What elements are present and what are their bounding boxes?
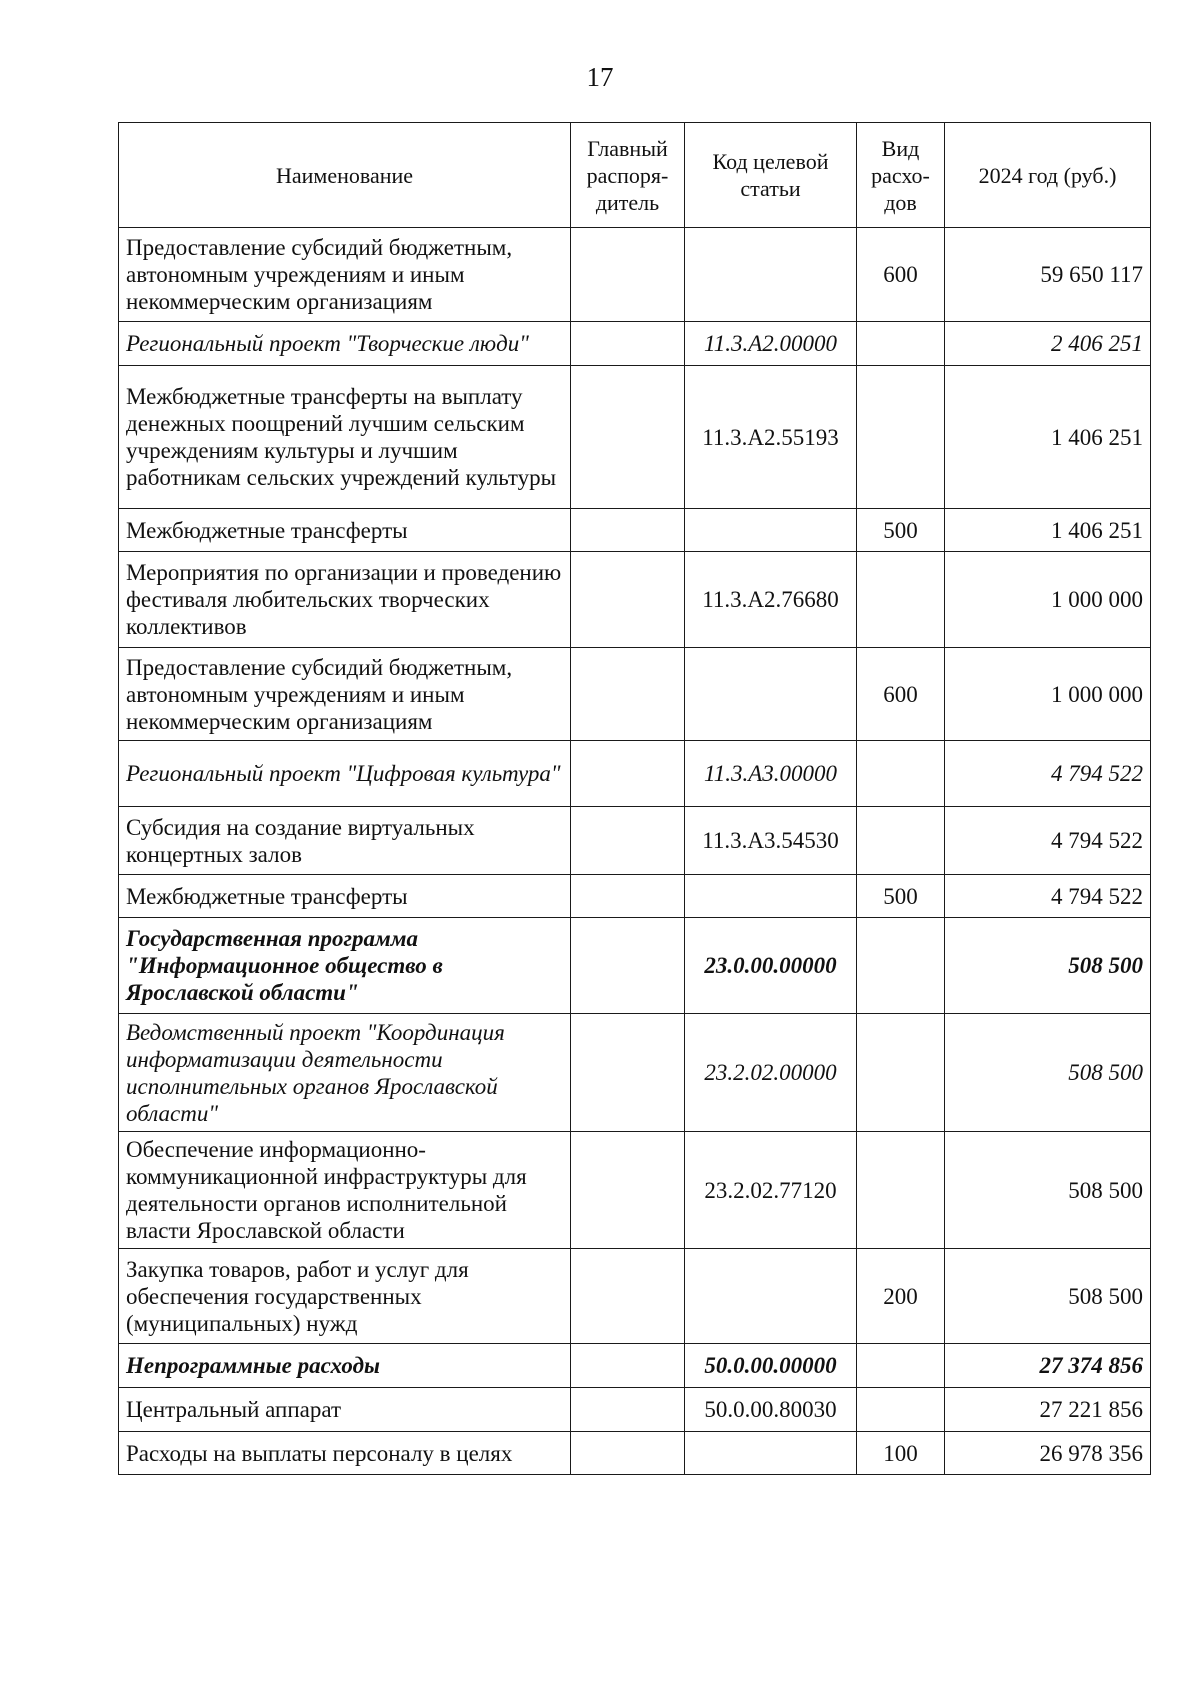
- cell-sum: 2 406 251: [945, 322, 1151, 366]
- budget-table: [118, 122, 1151, 1475]
- cell-grbs: [571, 875, 685, 918]
- cell-grbs: [571, 648, 685, 741]
- cell-code: 23.0.00.00000: [685, 918, 857, 1014]
- cell-grbs: [571, 552, 685, 648]
- cell-grbs: [571, 322, 685, 366]
- table-row: [119, 875, 1151, 918]
- cell-sum: 1 000 000: [945, 552, 1151, 648]
- cell-code: 50.0.00.00000: [685, 1344, 857, 1388]
- cell-vid: 600: [857, 228, 945, 322]
- table-row: [119, 918, 1151, 1014]
- cell-grbs: [571, 918, 685, 1014]
- cell-code: [685, 875, 857, 918]
- cell-sum: 4 794 522: [945, 875, 1151, 918]
- cell-code: [685, 228, 857, 322]
- cell-code: [685, 1432, 857, 1475]
- cell-vid: [857, 741, 945, 807]
- cell-sum: 1 406 251: [945, 509, 1151, 552]
- cell-vid: [857, 1344, 945, 1388]
- table-row: [119, 366, 1151, 509]
- table-row: [119, 1388, 1151, 1432]
- cell-sum: 508 500: [945, 1249, 1151, 1344]
- cell-name: Межбюджетные трансферты: [119, 509, 571, 552]
- cell-name: Предоставление субсидий бюджетным, автономным учреждениям и иным некоммерческим организациям: [119, 228, 571, 322]
- cell-sum: 4 794 522: [945, 741, 1151, 807]
- table-header-row: [119, 123, 1151, 228]
- table-row: [119, 1249, 1151, 1344]
- cell-sum: 59 650 117: [945, 228, 1151, 322]
- cell-vid: 500: [857, 509, 945, 552]
- cell-code: 11.3.А2.55193: [685, 366, 857, 509]
- cell-name: Расходы на выплаты персоналу в целях: [119, 1432, 571, 1475]
- cell-sum: 4 794 522: [945, 807, 1151, 875]
- cell-vid: [857, 366, 945, 509]
- cell-vid: [857, 1388, 945, 1432]
- cell-name: Региональный проект "Творческие люди": [119, 322, 571, 366]
- cell-vid: [857, 1014, 945, 1132]
- table-row: [119, 1344, 1151, 1388]
- cell-grbs: [571, 1132, 685, 1249]
- cell-vid: [857, 1132, 945, 1249]
- cell-vid: 200: [857, 1249, 945, 1344]
- cell-name: Межбюджетные трансферты: [119, 875, 571, 918]
- cell-grbs: [571, 1014, 685, 1132]
- cell-grbs: [571, 366, 685, 509]
- cell-code: 11.3.А2.00000: [685, 322, 857, 366]
- cell-vid: [857, 552, 945, 648]
- table-row: [119, 228, 1151, 322]
- cell-code: 50.0.00.80030: [685, 1388, 857, 1432]
- cell-name: Непрограммные расходы: [119, 1344, 571, 1388]
- cell-name: Обеспечение информационно-коммуникационной инфраструктуры для деятельности органов исполнительной власти Ярославской области: [119, 1132, 571, 1249]
- table-row: [119, 322, 1151, 366]
- cell-code: 11.3.А3.54530: [685, 807, 857, 875]
- cell-name: Государственная программа "Информационное общество в Ярославской области": [119, 918, 571, 1014]
- cell-sum: 1 000 000: [945, 648, 1151, 741]
- header-name: Наименование: [119, 123, 571, 228]
- cell-grbs: [571, 1432, 685, 1475]
- cell-grbs: [571, 1388, 685, 1432]
- header-grbs: Главный распоря-дитель: [571, 123, 685, 228]
- page-number: 17: [586, 62, 614, 92]
- cell-name: Предоставление субсидий бюджетным, автономным учреждениям и иным некоммерческим организациям: [119, 648, 571, 741]
- cell-name: Ведомственный проект "Координация информатизации деятельности исполнительных органов Ярославской области": [119, 1014, 571, 1132]
- table-row: [119, 741, 1151, 807]
- cell-grbs: [571, 741, 685, 807]
- table-row: [119, 509, 1151, 552]
- cell-sum: 508 500: [945, 1132, 1151, 1249]
- table-row: [119, 1014, 1151, 1132]
- cell-sum: 27 374 856: [945, 1344, 1151, 1388]
- cell-code: [685, 509, 857, 552]
- table-row: [119, 552, 1151, 648]
- cell-sum: 508 500: [945, 918, 1151, 1014]
- cell-sum: 27 221 856: [945, 1388, 1151, 1432]
- table-row: [119, 1132, 1151, 1249]
- cell-sum: 26 978 356: [945, 1432, 1151, 1475]
- cell-vid: [857, 918, 945, 1014]
- header-code: Код целевой статьи: [685, 123, 857, 228]
- cell-name: Центральный аппарат: [119, 1388, 571, 1432]
- cell-name: Субсидия на создание виртуальных концертных залов: [119, 807, 571, 875]
- cell-sum: 508 500: [945, 1014, 1151, 1132]
- cell-vid: 100: [857, 1432, 945, 1475]
- cell-vid: 600: [857, 648, 945, 741]
- cell-grbs: [571, 228, 685, 322]
- cell-code: 11.3.А2.76680: [685, 552, 857, 648]
- cell-name: Закупка товаров, работ и услуг для обеспечения государственных (муниципальных) нужд: [119, 1249, 571, 1344]
- cell-sum: 1 406 251: [945, 366, 1151, 509]
- cell-grbs: [571, 807, 685, 875]
- cell-name: Мероприятия по организации и проведению фестиваля любительских творческих коллективов: [119, 552, 571, 648]
- table-body: [119, 228, 1151, 1475]
- header-vid: Вид расхо-дов: [857, 123, 945, 228]
- table-row: [119, 807, 1151, 875]
- table-row: [119, 1432, 1151, 1475]
- cell-code: 23.2.02.00000: [685, 1014, 857, 1132]
- cell-code: 23.2.02.77120: [685, 1132, 857, 1249]
- cell-vid: [857, 807, 945, 875]
- cell-name: Региональный проект "Цифровая культура": [119, 741, 571, 807]
- cell-vid: 500: [857, 875, 945, 918]
- cell-name: Межбюджетные трансферты на выплату денежных поощрений лучшим сельским учреждениям культуры и лучшим работникам сельских учреждений культуры: [119, 366, 571, 509]
- cell-code: 11.3.А3.00000: [685, 741, 857, 807]
- cell-grbs: [571, 1344, 685, 1388]
- cell-code: [685, 648, 857, 741]
- cell-grbs: [571, 1249, 685, 1344]
- cell-grbs: [571, 509, 685, 552]
- cell-vid: [857, 322, 945, 366]
- cell-code: [685, 1249, 857, 1344]
- table-row: [119, 648, 1151, 741]
- header-sum: 2024 год (руб.): [945, 123, 1151, 228]
